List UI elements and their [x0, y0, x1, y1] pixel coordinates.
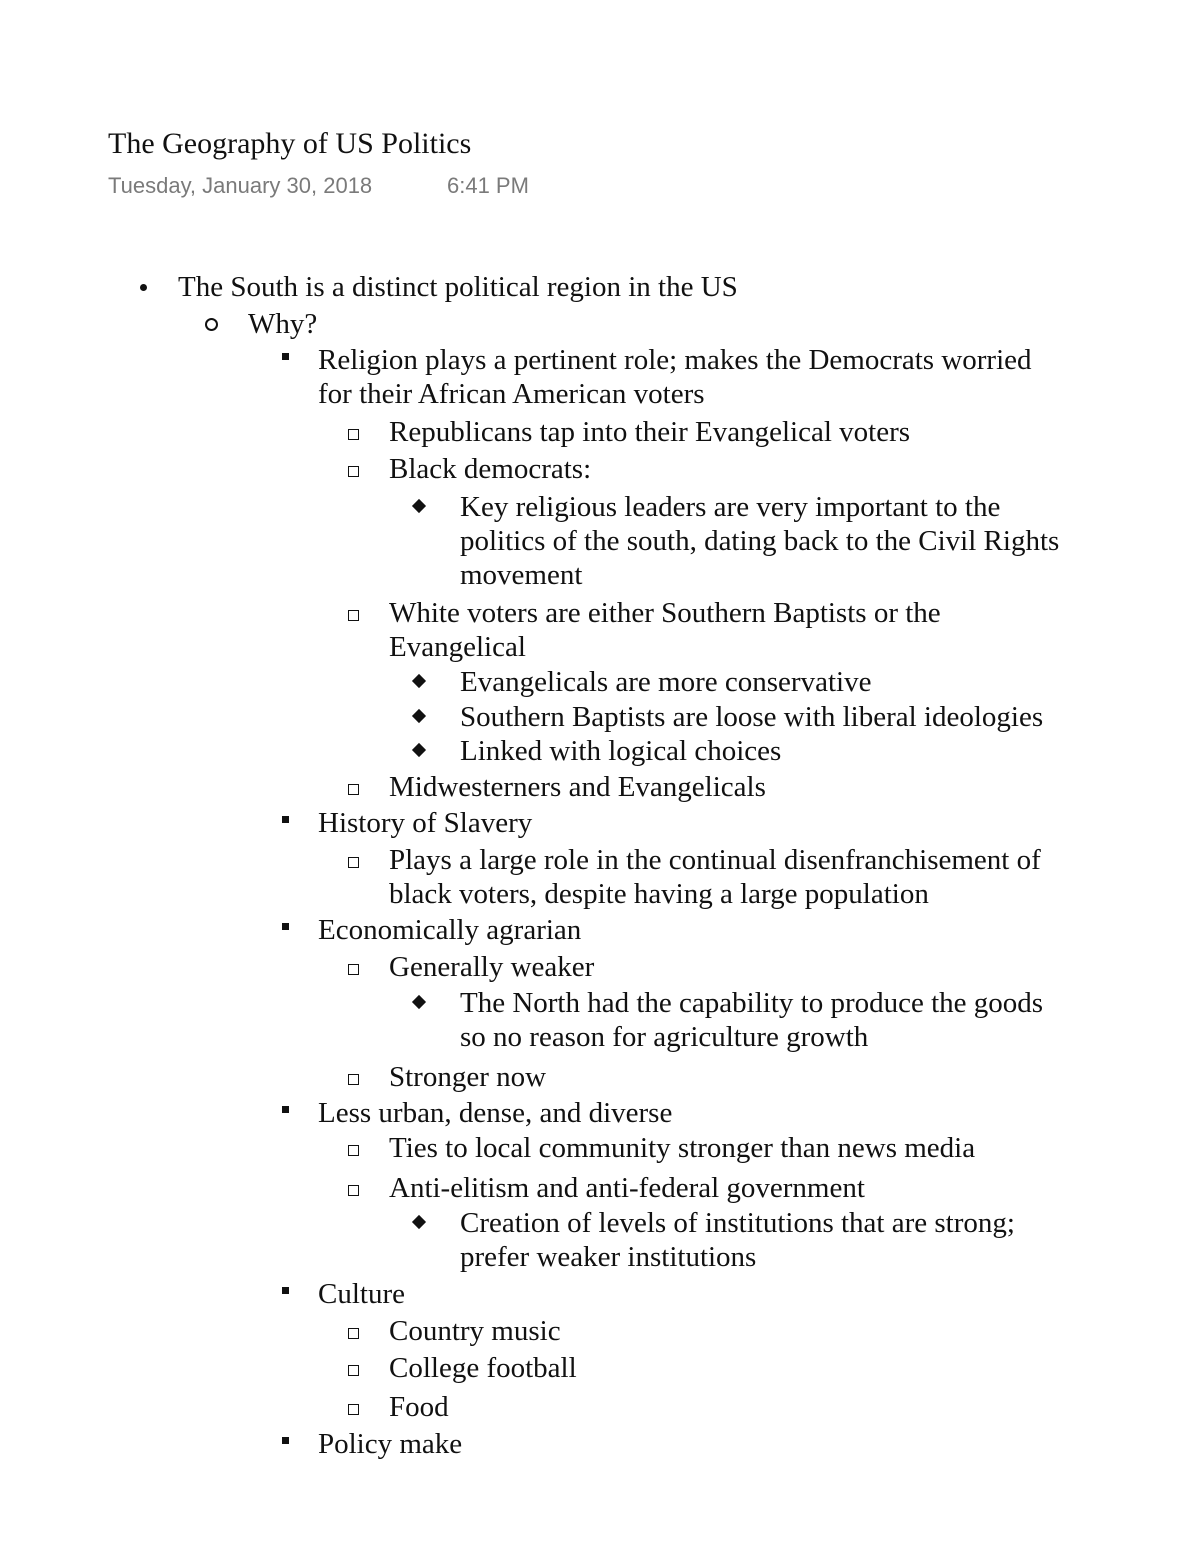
- hollow-square-bullet-icon: [348, 1185, 359, 1196]
- outline-item-text: so no reason for agriculture growth: [460, 1021, 869, 1053]
- outline-item-text: Religion plays a pertinent role; makes the Democrats worried: [318, 344, 1032, 376]
- hollow-square-bullet-icon: [348, 466, 359, 477]
- diamond-bullet-icon: [412, 499, 426, 513]
- outline-item-text: for their African American voters: [318, 378, 705, 410]
- outline-item-text: Why?: [248, 308, 318, 340]
- outline-item-text: Economically agrarian: [318, 914, 582, 946]
- hollow-square-bullet-icon: [348, 429, 359, 440]
- diamond-bullet-icon: [412, 995, 426, 1009]
- diamond-bullet-icon: [412, 709, 426, 723]
- hollow-square-bullet-icon: [348, 1404, 359, 1415]
- square-bullet-icon: [282, 816, 289, 823]
- note-date: Tuesday, January 30, 2018: [108, 173, 373, 198]
- outline-item-text: History of Slavery: [318, 807, 533, 839]
- outline-item-text: Black democrats:: [389, 453, 592, 485]
- note-time: 6:41 PM: [447, 173, 529, 198]
- hollow-square-bullet-icon: [348, 857, 359, 868]
- diamond-bullet-icon: [412, 674, 426, 688]
- hollow-square-bullet-icon: [348, 964, 359, 975]
- hollow-square-bullet-icon: [348, 610, 359, 621]
- outline-item-text: black voters, despite having a large population: [389, 878, 929, 910]
- outline-item-text: Anti-elitism and anti-federal government: [389, 1172, 865, 1204]
- hollow-square-bullet-icon: [348, 1145, 359, 1156]
- hollow-square-bullet-icon: [348, 784, 359, 795]
- hollow-square-bullet-icon: [348, 1328, 359, 1339]
- outline-item-text: The North had the capability to produce the goods: [460, 987, 1044, 1019]
- diamond-bullet-icon: [412, 1215, 426, 1229]
- outline-item-text: Linked with logical choices: [460, 735, 782, 767]
- outline-item-text: Country music: [389, 1315, 561, 1347]
- square-bullet-icon: [282, 353, 289, 360]
- outline-item-text: politics of the south, dating back to the Civil Rights: [460, 525, 1060, 557]
- outline-item-text: The South is a distinct political region in the US: [178, 271, 738, 303]
- outline-item-text: Policy make: [318, 1428, 463, 1460]
- outline-item-text: College football: [389, 1352, 577, 1384]
- outline-item-text: Key religious leaders are very important to the: [460, 491, 1001, 523]
- square-bullet-icon: [282, 1437, 289, 1444]
- outline-item-text: Midwesterners and Evangelicals: [389, 771, 766, 803]
- outline-item-text: Stronger now: [389, 1061, 547, 1093]
- outline-item-text: Culture: [318, 1278, 405, 1310]
- square-bullet-icon: [282, 923, 289, 930]
- outline-item-text: Food: [389, 1391, 449, 1423]
- diamond-bullet-icon: [412, 743, 426, 757]
- outline-item-text: Ties to local community stronger than news media: [389, 1132, 976, 1164]
- page-title: The Geography of US Politics: [108, 127, 472, 160]
- hollow-square-bullet-icon: [348, 1365, 359, 1376]
- square-bullet-icon: [282, 1287, 289, 1294]
- outline-item-text: Republicans tap into their Evangelical voters: [389, 416, 911, 448]
- outline-item-text: movement: [460, 559, 583, 591]
- outline-item-text: Less urban, dense, and diverse: [318, 1097, 673, 1129]
- outline-item-text: Generally weaker: [389, 951, 595, 983]
- outline-item-text: Plays a large role in the continual disenfranchisement of: [389, 844, 1041, 876]
- outline-item-text: Evangelicals are more conservative: [460, 666, 872, 698]
- circle-bullet-icon: [205, 318, 218, 331]
- outline-item-text: prefer weaker institutions: [460, 1241, 757, 1273]
- square-bullet-icon: [282, 1106, 289, 1113]
- outline-item-text: White voters are either Southern Baptists or the: [389, 597, 941, 629]
- outline-item-text: Southern Baptists are loose with liberal ideologies: [460, 701, 1044, 733]
- outline-item-text: Evangelical: [389, 631, 526, 663]
- disc-bullet-icon: [140, 284, 147, 291]
- hollow-square-bullet-icon: [348, 1074, 359, 1085]
- outline-item-text: Creation of levels of institutions that are strong;: [460, 1207, 1015, 1239]
